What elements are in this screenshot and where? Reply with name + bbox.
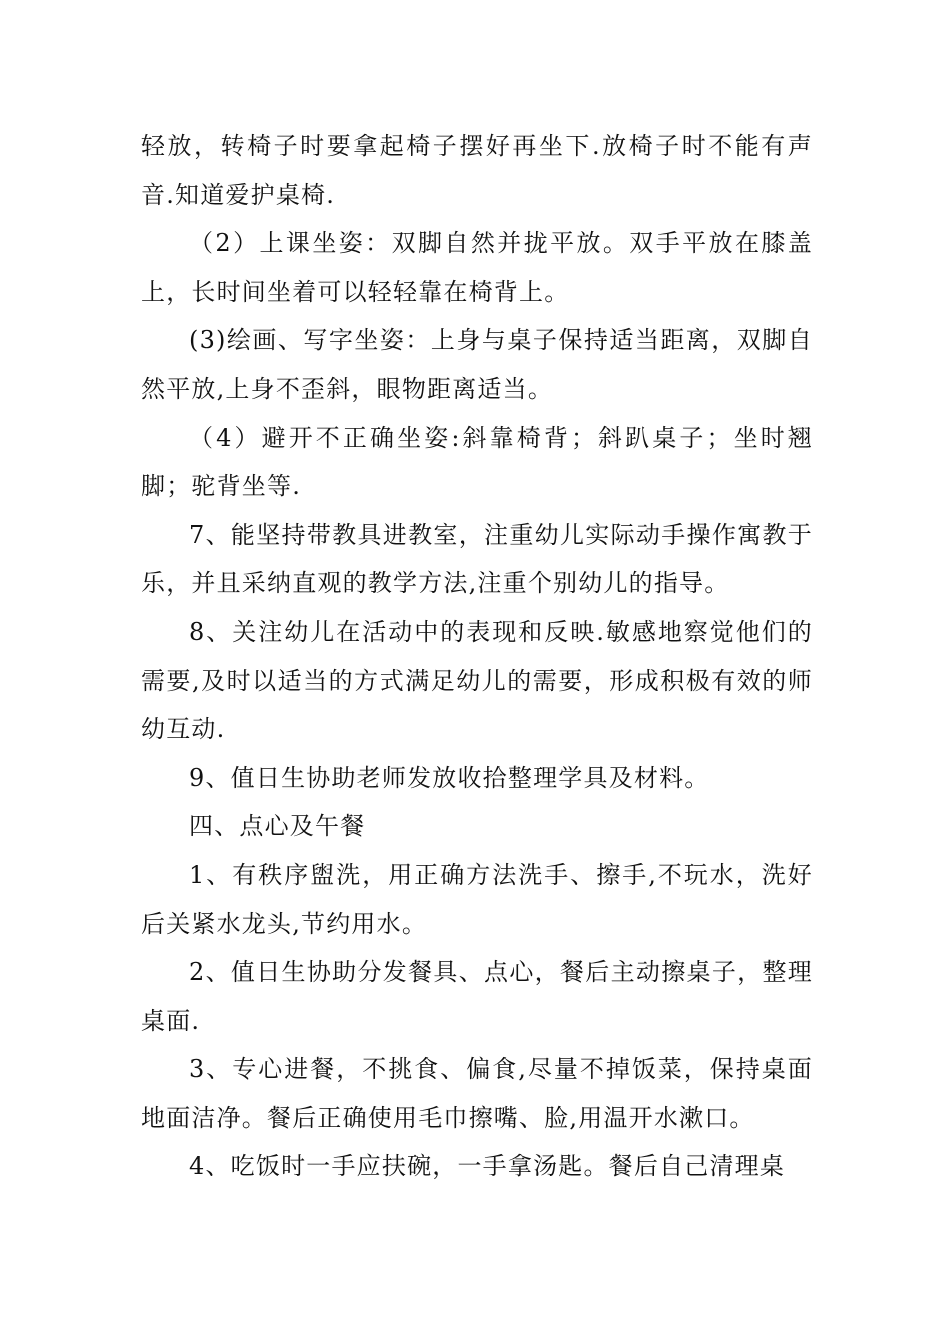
paragraph-10: 2、值日生协助分发餐具、点心，餐后主动擦桌子，整理桌面. (141, 958, 813, 1035)
paragraph-6: 8、关注幼儿在活动中的表现和反映.敏感地察觉他们的需要,及时以适当的方式满足幼儿的需要，形成积极有效的师幼互动. (141, 617, 813, 744)
paragraph-9: 1、有秩序盥洗，用正确方法洗手、擦手,不玩水，洗好后关紧水龙头,节约用水。 (141, 860, 813, 938)
paragraph-5: 7、能坚持带教具进教室，注重幼儿实际动手操作寓教于乐，并且采纳直观的教学方法,注重个别幼儿的指导。 (141, 520, 813, 598)
section-heading: 四、点心及午餐 (189, 812, 366, 841)
paragraph-7: 9、值日生协助老师发放收拾整理学具及材料。 (189, 763, 710, 792)
document-body (141, 122, 813, 1191)
paragraph-12: 4、吃饭时一手应扶碗，一手拿汤匙。餐后自己清理桌 (189, 1152, 786, 1181)
paragraph-4: （4）避开不正确坐姿:斜靠椅背；斜趴桌子；坐时翘脚；驼背坐等. (141, 423, 813, 501)
paragraph-3: (3)绘画、写字坐姿：上身与桌子保持适当距离，双脚自然平放,上身不歪斜，眼物距离适当。 (141, 326, 813, 403)
paragraph-1: 轻放，转椅子时要拿起椅子摆好再坐下.放椅子时不能有声音.知道爱护桌椅. (141, 132, 813, 209)
paragraph-11: 3、专心进餐，不挑食、偏食,尽量不掉饭菜，保持桌面地面洁净。餐后正确使用毛巾擦嘴、脸,用温开水漱口。 (141, 1055, 813, 1132)
paragraph-2: （2）上课坐姿：双脚自然并拢平放。双手平放在膝盖上，长时间坐着可以轻轻靠在椅背上。 (141, 229, 813, 306)
